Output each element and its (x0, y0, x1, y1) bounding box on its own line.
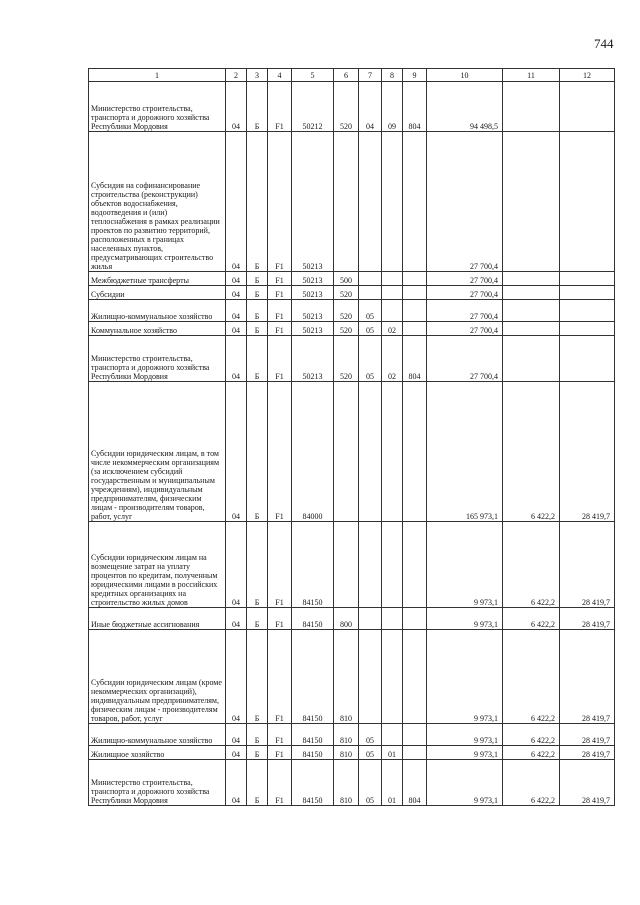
table-cell: 520 (334, 300, 359, 322)
table-cell (503, 132, 560, 272)
table-cell: F1 (268, 322, 292, 336)
table-cell (359, 286, 382, 300)
table-cell (382, 522, 403, 608)
table-cell: F1 (268, 522, 292, 608)
table-cell (359, 272, 382, 286)
table-cell: F1 (268, 132, 292, 272)
table-cell: 04 (226, 286, 247, 300)
table-cell: 04 (226, 746, 247, 760)
row-label-cell: Иные бюджетные ассигнования (89, 608, 226, 630)
table-cell (403, 746, 427, 760)
table-cell: 84150 (292, 608, 334, 630)
table-cell: 6 422,2 (503, 746, 560, 760)
table-cell: 9 973,1 (427, 630, 503, 724)
row-label-cell: Министерство строительства, транспорта и дорожного хозяйства Республики Мордовия (89, 336, 226, 382)
table-cell: 28 419,7 (560, 746, 615, 760)
table-cell: F1 (268, 630, 292, 724)
table-cell: 9 973,1 (427, 760, 503, 806)
table-cell (560, 300, 615, 322)
table-cell: 9 973,1 (427, 746, 503, 760)
table-cell (334, 522, 359, 608)
table-row (89, 522, 615, 608)
table-cell: 04 (226, 300, 247, 322)
table-cell: 05 (359, 746, 382, 760)
table-cell: Б (247, 336, 268, 382)
table-cell: 01 (382, 760, 403, 806)
table-cell: 27 700,4 (427, 272, 503, 286)
table-cell: 28 419,7 (560, 724, 615, 746)
page-number: 744 (594, 36, 614, 51)
table-row (89, 132, 615, 272)
table-cell: 804 (403, 760, 427, 806)
table-cell: 9 973,1 (427, 724, 503, 746)
table-cell: 04 (226, 132, 247, 272)
table-cell (382, 382, 403, 522)
table-row (89, 82, 615, 132)
table-cell: 500 (334, 272, 359, 286)
table-cell (359, 522, 382, 608)
table-cell: 28 419,7 (560, 608, 615, 630)
table-cell (503, 300, 560, 322)
table-cell: 01 (382, 746, 403, 760)
table-cell: 94 498,5 (427, 82, 503, 132)
table-cell (560, 132, 615, 272)
table-cell (403, 132, 427, 272)
table-cell: 84150 (292, 522, 334, 608)
table-cell (560, 272, 615, 286)
table-cell: F1 (268, 336, 292, 382)
table-row (89, 746, 615, 760)
table-row (89, 724, 615, 746)
table-cell: 28 419,7 (560, 630, 615, 724)
row-label-cell: Субсидии юридическим лицам на возмещение затрат на уплату процентов по кредитам, полученным юридическими лицами в российских кредитных организациях на строительство жилых домов (89, 522, 226, 608)
table-cell (359, 630, 382, 724)
table-cell: Б (247, 522, 268, 608)
table-cell: 165 973,1 (427, 382, 503, 522)
table-row (89, 322, 615, 336)
row-label-cell: Межбюджетные трансферты (89, 272, 226, 286)
row-label-cell: Жилищно-коммунальное хозяйство (89, 300, 226, 322)
table-cell: 810 (334, 724, 359, 746)
table-row (89, 760, 615, 806)
table-cell: 9 973,1 (427, 608, 503, 630)
table-cell: 27 700,4 (427, 322, 503, 336)
table-cell (382, 724, 403, 746)
table-cell: F1 (268, 382, 292, 522)
column-header: 7 (359, 69, 382, 82)
table-cell (403, 272, 427, 286)
column-header: 12 (560, 69, 615, 82)
table-cell (334, 132, 359, 272)
table-cell: F1 (268, 82, 292, 132)
table-cell (560, 286, 615, 300)
table-cell: 84000 (292, 382, 334, 522)
column-header: 11 (503, 69, 560, 82)
table-cell: 28 419,7 (560, 760, 615, 806)
table-cell: 05 (359, 322, 382, 336)
table-cell: F1 (268, 760, 292, 806)
column-header: 8 (382, 69, 403, 82)
table-cell (359, 382, 382, 522)
column-header: 1 (89, 69, 226, 82)
table-cell: 27 700,4 (427, 286, 503, 300)
table-cell: Б (247, 608, 268, 630)
table-cell: 520 (334, 286, 359, 300)
table-cell: F1 (268, 746, 292, 760)
header-row (89, 69, 615, 82)
table-cell (503, 322, 560, 336)
table-cell (382, 300, 403, 322)
table-cell: 28 419,7 (560, 382, 615, 522)
table-cell: 520 (334, 336, 359, 382)
table-cell: 04 (226, 272, 247, 286)
table-cell (382, 272, 403, 286)
table-cell (403, 286, 427, 300)
table-cell (359, 608, 382, 630)
table-cell: Б (247, 132, 268, 272)
table-cell: 05 (359, 760, 382, 806)
column-header: 5 (292, 69, 334, 82)
column-header: 10 (427, 69, 503, 82)
table-cell: Б (247, 760, 268, 806)
row-label-cell: Субсидии юридическим лицам (кроме некоммерческих организаций), индивидуальным предпринимателям, физическим лицам - производителям товаров, работ, услуг (89, 630, 226, 724)
row-label-cell: Коммунальное хозяйство (89, 322, 226, 336)
table-cell (334, 382, 359, 522)
table-cell: 05 (359, 300, 382, 322)
column-header: 4 (268, 69, 292, 82)
table-cell: 04 (226, 630, 247, 724)
table-cell: 04 (226, 724, 247, 746)
table-cell (382, 286, 403, 300)
table-body (89, 82, 615, 806)
table-cell (403, 300, 427, 322)
table-cell: 50213 (292, 286, 334, 300)
table-cell: 800 (334, 608, 359, 630)
table-cell: 520 (334, 322, 359, 336)
table-cell (503, 336, 560, 382)
table-cell: F1 (268, 272, 292, 286)
budget-table (88, 68, 615, 806)
table-cell: 50212 (292, 82, 334, 132)
table-cell: 804 (403, 82, 427, 132)
row-label-cell: Субсидия на софинансирование строительства (реконструкции) объектов водоснабжения, водоотведения и (или) теплоснабжения в рамках реализации проектов по развитию территорий, расположенных в границах населенных пунктов, предусматривающих строительство жилья (89, 132, 226, 272)
table-cell: 6 422,2 (503, 522, 560, 608)
column-header: 6 (334, 69, 359, 82)
table-row (89, 382, 615, 522)
row-label-cell: Жилищное хозяйство (89, 746, 226, 760)
table-cell: Б (247, 82, 268, 132)
table-cell: Б (247, 382, 268, 522)
table-cell: 05 (359, 724, 382, 746)
table-cell: 6 422,2 (503, 608, 560, 630)
table-cell (382, 132, 403, 272)
table-cell: 520 (334, 82, 359, 132)
table-cell: 04 (226, 82, 247, 132)
table-cell: Б (247, 286, 268, 300)
table-cell (403, 608, 427, 630)
table-cell: 28 419,7 (560, 522, 615, 608)
table-cell: 6 422,2 (503, 630, 560, 724)
table-row (89, 286, 615, 300)
table-row (89, 630, 615, 724)
table-cell: 6 422,2 (503, 382, 560, 522)
table-cell (359, 132, 382, 272)
table-cell (403, 522, 427, 608)
table-cell: 804 (403, 336, 427, 382)
table-cell (382, 630, 403, 724)
table-row (89, 608, 615, 630)
table-cell (560, 82, 615, 132)
table-cell (503, 272, 560, 286)
table-cell: F1 (268, 300, 292, 322)
table-cell: 09 (382, 82, 403, 132)
table-row (89, 300, 615, 322)
row-label-cell: Субсидии (89, 286, 226, 300)
table-cell: 6 422,2 (503, 760, 560, 806)
table-row (89, 336, 615, 382)
row-label-cell: Субсидии юридическим лицам, в том числе некоммерческим организациям (за исключением субсидий государственным и муниципальным учреждениям), индивидуальным предпринимателям, физическим лицам - производителям товаров, работ, услуг (89, 382, 226, 522)
table-cell: 04 (359, 82, 382, 132)
table-cell: 9 973,1 (427, 522, 503, 608)
table-cell (560, 322, 615, 336)
table-header (89, 69, 615, 82)
table-cell: 04 (226, 322, 247, 336)
table-cell: 27 700,4 (427, 132, 503, 272)
table-cell: F1 (268, 608, 292, 630)
table-cell: 84150 (292, 746, 334, 760)
row-label-cell: Министерство строительства, транспорта и дорожного хозяйства Республики Мордовия (89, 760, 226, 806)
table-cell (403, 630, 427, 724)
table-cell: Б (247, 746, 268, 760)
table-cell: 810 (334, 630, 359, 724)
table-cell (403, 724, 427, 746)
table-cell (403, 382, 427, 522)
table-cell (403, 322, 427, 336)
table-cell: 810 (334, 760, 359, 806)
table-cell: Б (247, 272, 268, 286)
table-cell (560, 336, 615, 382)
table-cell: Б (247, 630, 268, 724)
table-cell: Б (247, 724, 268, 746)
table-cell: Б (247, 300, 268, 322)
table-row (89, 272, 615, 286)
table-cell: 50213 (292, 272, 334, 286)
table-cell: 84150 (292, 724, 334, 746)
table-cell (382, 608, 403, 630)
table-cell: 50213 (292, 322, 334, 336)
column-header: 3 (247, 69, 268, 82)
table-cell (503, 286, 560, 300)
table-cell: F1 (268, 724, 292, 746)
table-cell: F1 (268, 286, 292, 300)
table-cell: 04 (226, 608, 247, 630)
table-cell: 810 (334, 746, 359, 760)
table-cell: 50213 (292, 336, 334, 382)
table-cell: 84150 (292, 760, 334, 806)
table-cell: 04 (226, 336, 247, 382)
row-label-cell: Министерство строительства, транспорта и дорожного хозяйства Республики Мордовия (89, 82, 226, 132)
table-cell: 27 700,4 (427, 336, 503, 382)
column-header: 2 (226, 69, 247, 82)
table-cell: 04 (226, 382, 247, 522)
row-label-cell: Жилищно-коммунальное хозяйство (89, 724, 226, 746)
table-cell: 50213 (292, 300, 334, 322)
table-cell: 05 (359, 336, 382, 382)
table-cell: 04 (226, 760, 247, 806)
table-cell: 6 422,2 (503, 724, 560, 746)
table-cell: 02 (382, 322, 403, 336)
table-cell: 84150 (292, 630, 334, 724)
table-cell: 02 (382, 336, 403, 382)
table-cell: 04 (226, 522, 247, 608)
table-cell: Б (247, 322, 268, 336)
table-cell (503, 82, 560, 132)
table-cell: 27 700,4 (427, 300, 503, 322)
column-header: 9 (403, 69, 427, 82)
table-cell: 50213 (292, 132, 334, 272)
